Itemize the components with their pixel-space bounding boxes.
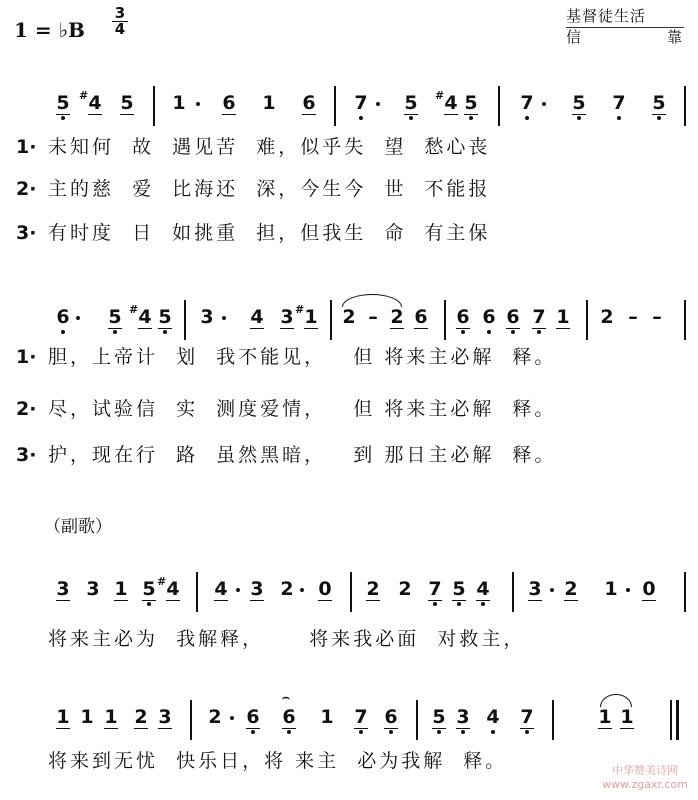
lyric-line — [0, 342, 698, 372]
duration-dot — [230, 716, 234, 720]
note: # 4 — [444, 92, 458, 115]
sharp-icon: # — [157, 575, 167, 588]
note: 3 — [158, 706, 172, 728]
key-signature: 1 = ♭B — [14, 18, 85, 42]
duration-dot — [196, 102, 200, 106]
octave-dot — [61, 330, 65, 334]
note: 1 — [80, 706, 94, 728]
note: 6 — [56, 306, 70, 328]
time-signature — [112, 6, 128, 37]
note: 5 — [142, 578, 156, 600]
note: 5 — [452, 578, 466, 600]
note: 1 — [104, 706, 118, 728]
lyric-text: 将来到无忧 快乐日，将 来主 必为我解 释。 — [48, 750, 508, 772]
bar-line — [498, 86, 500, 126]
duration-dot — [236, 588, 240, 592]
bar-line — [190, 700, 192, 740]
note: 5 — [120, 92, 134, 114]
note: 7 — [532, 306, 546, 328]
note: 6 — [384, 706, 398, 728]
lyric-line — [0, 394, 698, 424]
note: 6 — [246, 706, 260, 728]
octave-dot — [163, 330, 167, 334]
duration-dot — [76, 316, 80, 320]
octave-dot — [61, 116, 65, 120]
lyric-line — [0, 746, 698, 776]
note: 5 — [158, 306, 172, 328]
octave-dot — [359, 116, 363, 120]
time-denominator: 4 — [114, 20, 126, 38]
dash: – — [628, 306, 638, 328]
octave-dot — [487, 330, 491, 334]
octave-dot — [511, 330, 515, 334]
sharp-icon: # — [79, 89, 89, 102]
note: 1 — [604, 578, 618, 600]
time-numerator: 3 — [112, 6, 128, 22]
watermark-line-2: www.zgaxr.com — [602, 778, 688, 791]
note: 7 — [520, 706, 534, 728]
verse-number: 3· — [16, 222, 37, 244]
note: 5 — [108, 306, 122, 328]
dash: – — [368, 306, 378, 328]
note: 7 — [354, 92, 368, 114]
bar-line — [684, 86, 686, 126]
bar-line — [196, 572, 198, 612]
verse-number: 1· — [16, 136, 37, 158]
octave-dot — [359, 730, 363, 734]
note: 1 — [556, 306, 570, 328]
lyric-text: 将来主必为 我解释， 将来我必面 对救主， — [48, 628, 526, 650]
note: 4 — [486, 706, 500, 728]
source-title: 基督徒生活 — [566, 7, 647, 25]
bar-line — [334, 86, 336, 126]
bar-line — [330, 300, 332, 340]
duration-dot — [300, 588, 304, 592]
octave-dot — [113, 330, 117, 334]
note: 5 — [56, 92, 70, 114]
note: 5 — [432, 706, 446, 728]
note: 6 — [282, 706, 296, 728]
bar-line — [416, 700, 418, 740]
note: 6 — [482, 306, 496, 328]
note: 3 — [250, 578, 264, 600]
bar-line — [350, 572, 352, 612]
dash: – — [652, 306, 662, 328]
lyric-line — [0, 174, 698, 204]
note: 2 — [600, 306, 614, 328]
verse-number: 2· — [16, 178, 37, 200]
note: 7 — [520, 92, 534, 114]
watermark-line-1: 中华赞美诗网 — [612, 764, 678, 777]
octave-dot — [389, 730, 393, 734]
note: 1 — [114, 578, 128, 600]
lyric-text: 未知何 故 遇见苦 难，似乎失 望 愁心丧 — [48, 136, 491, 158]
note: 0 — [642, 578, 656, 600]
note: 0 — [318, 578, 332, 600]
octave-dot — [525, 116, 529, 120]
note: 1 — [56, 706, 70, 728]
bar-line — [512, 572, 514, 612]
octave-dot — [617, 116, 621, 120]
note: 5 — [464, 92, 478, 114]
note: 6 — [222, 92, 236, 114]
lyric-line — [0, 624, 698, 654]
bar-line — [670, 700, 672, 740]
notation-line-3 — [0, 572, 698, 616]
bar-line — [586, 300, 588, 340]
verse-number: 1· — [16, 346, 37, 368]
octave-dot — [251, 730, 255, 734]
note: 2 — [366, 578, 380, 600]
octave-dot — [287, 730, 291, 734]
duration-dot — [550, 588, 554, 592]
note: 2 — [390, 306, 404, 328]
note: 1 — [620, 706, 634, 728]
duration-dot — [542, 102, 546, 106]
note: # 4 — [88, 92, 102, 115]
fermata-icon: ⌢ — [282, 690, 290, 704]
lyric-line — [0, 218, 698, 248]
note: 5 — [404, 92, 418, 114]
note: 6 — [506, 306, 520, 328]
lyric-line — [0, 440, 698, 470]
note: 2 — [280, 578, 294, 600]
bar-line — [444, 300, 446, 340]
note: 7 — [354, 706, 368, 728]
lyric-text: 有时度 日 如挑重 担，但我生 命 有主保 — [48, 222, 491, 244]
note: 2 — [398, 578, 412, 600]
bar-line — [684, 300, 686, 340]
lyric-text: 胆，上帝计 划 我不能见， 但 将来主必解 释。 — [48, 346, 557, 368]
credits — [566, 8, 684, 46]
note: 3 — [200, 306, 214, 328]
note: 4 — [250, 306, 264, 328]
octave-dot — [437, 730, 441, 734]
lyric-text: 主的慈 爱 比海还 深，今生今 世 不能报 — [48, 178, 491, 200]
bar-line — [153, 86, 155, 126]
note: 2 — [134, 706, 148, 728]
note: 1 — [320, 706, 334, 728]
note: 5 — [572, 92, 586, 114]
bar-line — [684, 572, 686, 612]
note: 5 — [652, 92, 666, 114]
note: 7 — [428, 578, 442, 600]
note: 1 — [598, 706, 612, 728]
chorus-label: （副歌） — [44, 517, 112, 537]
sharp-icon: # — [129, 303, 139, 316]
notation-line-4 — [0, 690, 698, 744]
octave-dot — [457, 602, 461, 606]
note: 3 — [56, 578, 70, 600]
octave-dot — [525, 730, 529, 734]
octave-dot — [491, 730, 495, 734]
note: 6 — [302, 92, 316, 114]
note: # 4 — [166, 578, 180, 601]
verse-number: 2· — [16, 398, 37, 420]
notation-line-1 — [0, 86, 698, 130]
note: 4 — [214, 578, 228, 600]
note: 1 — [262, 92, 276, 114]
note: 2 — [208, 706, 222, 728]
octave-dot — [409, 116, 413, 120]
note: 3 — [86, 578, 100, 600]
final-bar-line — [676, 700, 679, 740]
note: 2 — [564, 578, 578, 600]
octave-dot — [577, 116, 581, 120]
lyric-text: 护，现在行 路 虽然黑暗， 到 那日主必解 释。 — [48, 444, 557, 466]
note: 7 — [612, 92, 626, 114]
octave-dot — [481, 602, 485, 606]
note: 3 — [528, 578, 542, 600]
lyric-line — [0, 132, 698, 162]
octave-dot — [657, 116, 661, 120]
author-name: 信靠 — [566, 28, 684, 46]
octave-dot — [147, 602, 151, 606]
note: 3 — [456, 706, 470, 728]
note: 1 — [172, 92, 186, 114]
note: 3 — [280, 306, 294, 328]
octave-dot — [537, 330, 541, 334]
octave-dot — [461, 730, 465, 734]
note: 4 — [476, 578, 490, 600]
sharp-icon: # — [295, 303, 305, 316]
bar-line — [552, 700, 554, 740]
duration-dot — [222, 316, 226, 320]
octave-dot — [469, 116, 473, 120]
note: 6 — [414, 306, 428, 328]
verse-number: 3· — [16, 444, 37, 466]
note: # 1 — [304, 306, 318, 329]
note: # 4 — [138, 306, 152, 329]
octave-dot — [461, 330, 465, 334]
note: 6 — [456, 306, 470, 328]
lyric-text: 尽，试验信 实 测度爱情， 但 将来主必解 释。 — [48, 398, 557, 420]
sharp-icon: # — [435, 89, 445, 102]
octave-dot — [433, 602, 437, 606]
bar-line — [184, 300, 186, 340]
note: 2 — [342, 306, 356, 328]
notation-line-2 — [0, 300, 698, 344]
watermark — [602, 764, 688, 792]
duration-dot — [376, 102, 380, 106]
duration-dot — [626, 588, 630, 592]
